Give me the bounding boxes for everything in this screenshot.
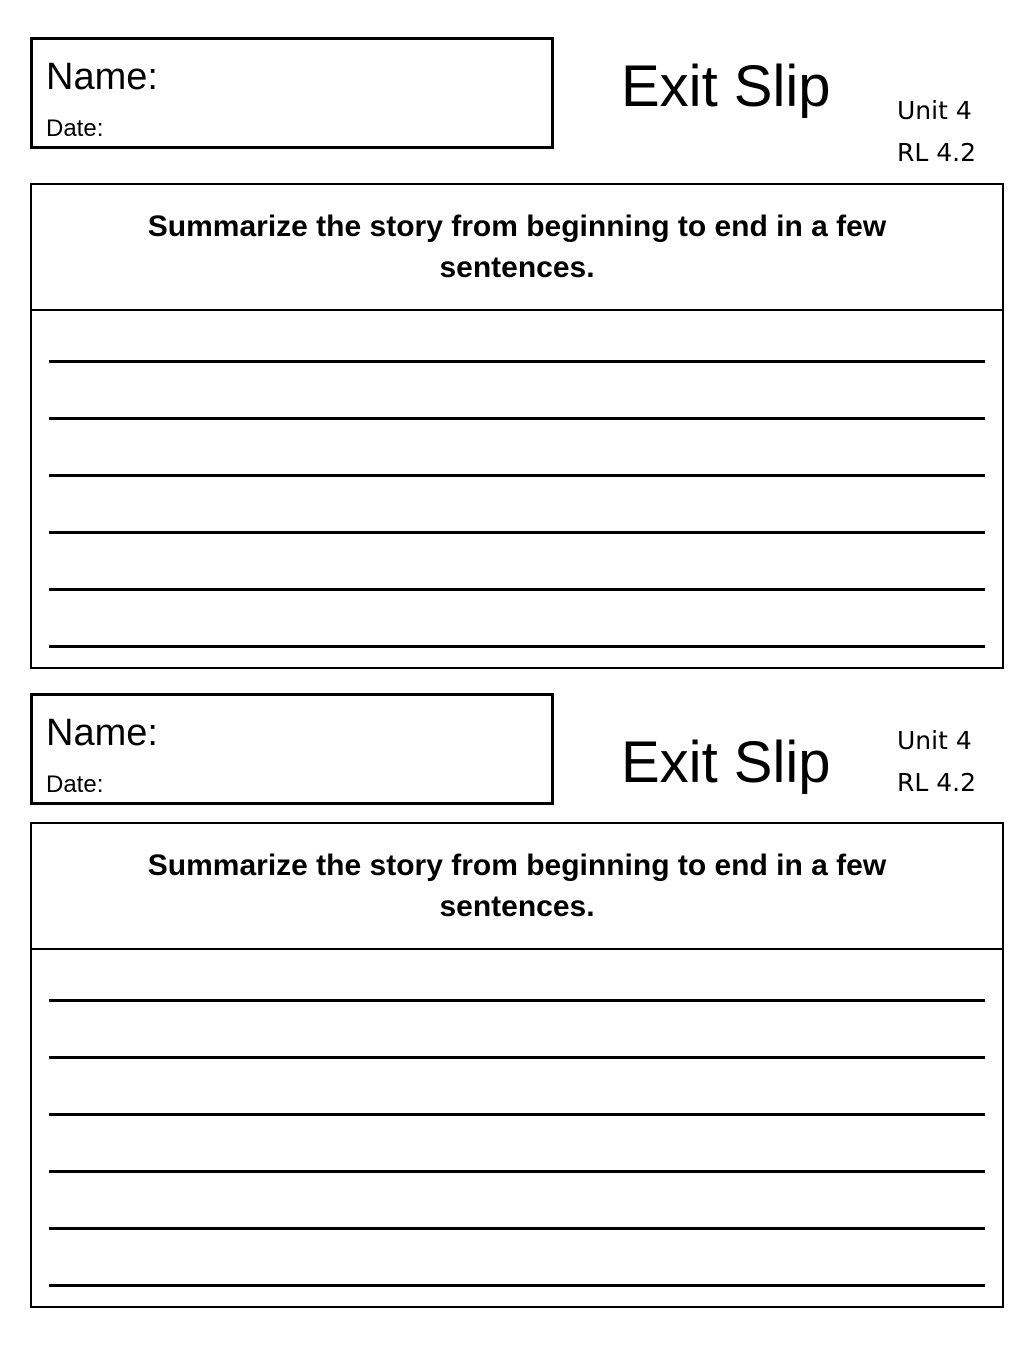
prompt-box (30, 822, 1004, 1308)
answer-line[interactable] (49, 417, 985, 420)
slip-title: Exit Slip (621, 730, 831, 795)
answer-line[interactable] (49, 474, 985, 477)
prompt-box (30, 183, 1004, 669)
standard-label: RL 4.2 (897, 768, 977, 797)
answer-line[interactable] (49, 1056, 985, 1059)
unit-standard-block (897, 90, 976, 174)
answer-line[interactable] (49, 531, 985, 534)
answer-line[interactable] (49, 588, 985, 591)
unit-label: Unit 4 (897, 726, 972, 755)
answer-line[interactable] (49, 360, 985, 363)
answer-line[interactable] (49, 645, 985, 648)
answer-line[interactable] (49, 1113, 985, 1116)
name-label: Name: (46, 712, 158, 754)
unit-standard-block (897, 720, 976, 804)
standard-label: RL 4.2 (897, 138, 977, 167)
exit-slip-2 (0, 656, 1024, 1296)
answer-line[interactable] (49, 999, 985, 1002)
prompt-text: Summarize the story from beginning to end in a few sentences. (32, 824, 1002, 950)
date-label: Date: (46, 115, 104, 142)
date-label: Date: (46, 771, 104, 798)
exit-slip-1 (0, 0, 1024, 640)
name-date-box[interactable] (30, 37, 554, 149)
answer-line[interactable] (49, 1284, 985, 1287)
name-label: Name: (46, 56, 158, 98)
name-date-box[interactable] (30, 693, 554, 805)
answer-line[interactable] (49, 1170, 985, 1173)
unit-label: Unit 4 (897, 96, 972, 125)
slip-title: Exit Slip (621, 54, 831, 119)
prompt-text: Summarize the story from beginning to end in a few sentences. (32, 185, 1002, 311)
answer-line[interactable] (49, 1227, 985, 1230)
